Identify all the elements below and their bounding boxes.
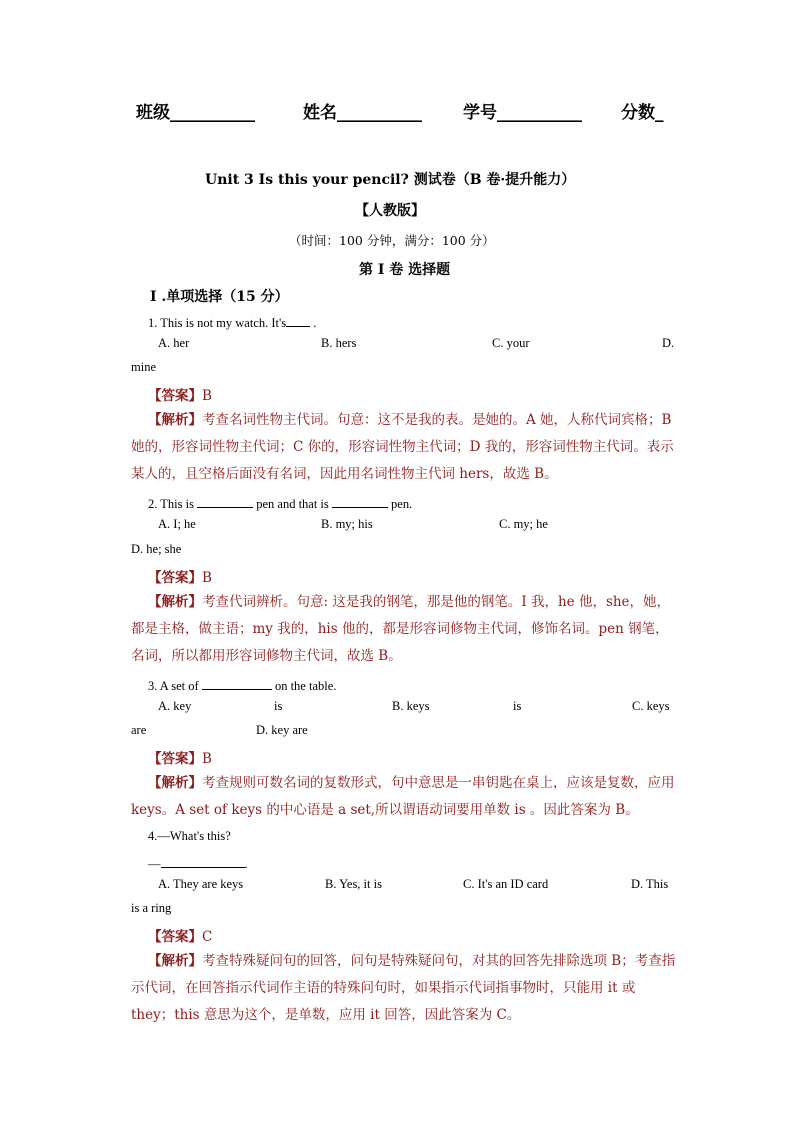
question-2-answer: [148, 566, 212, 586]
question-3-answer: [148, 747, 212, 767]
question-2-option-a: A. I; he: [158, 517, 196, 531]
question-1-blank: [286, 312, 310, 327]
answer-tag: 【答案】: [148, 751, 202, 767]
analysis-tag: 【解析】: [148, 594, 202, 610]
analysis-tag: 【解析】: [148, 412, 202, 428]
answer-value: B: [202, 388, 212, 404]
question-2-stem-text: 2. This is: [148, 497, 194, 511]
question-3-analysis: [131, 770, 677, 824]
question-2-stem-end: pen.: [391, 497, 413, 511]
volume-heading: 第 I 卷 选择题: [359, 262, 451, 278]
question-1-option-d: D.: [662, 336, 675, 350]
answer-value: B: [202, 570, 212, 586]
answer-value: C: [202, 929, 213, 945]
analysis-text: 考查名词性物主代词。句意：这不是我的表。是她的。A 她，人称代词宾格；B 她的，形容词性物主代词；C 你的，形容词性物主代词；D 我的，形容词性物主代词。表示某人的，且空格后面没有名词，因此用名词性物主代词 hers，故选 B。: [131, 412, 674, 482]
question-4-response: [148, 853, 248, 872]
question-4-option-b: B. Yes, it is: [325, 877, 382, 891]
question-3-option-c-wrap: are: [131, 723, 147, 737]
question-3-option-a: A. key: [158, 699, 192, 713]
analysis-tag: 【解析】: [148, 775, 202, 791]
page-title: Unit 3 Is this your pencil? 测试卷（B 卷·提升能力）: [205, 172, 576, 188]
name-field-label: 姓名__________: [303, 103, 422, 123]
question-1-option-c: C. your: [492, 336, 530, 350]
question-4-dash: —: [148, 857, 161, 871]
question-2-stem-mid: pen and that is: [256, 497, 329, 511]
analysis-tag: 【解析】: [148, 953, 202, 969]
question-3-stem: [148, 675, 336, 694]
question-4-option-c: C. It's an ID card: [463, 877, 549, 891]
question-2-blank-1: [197, 493, 253, 508]
question-3-option-b: B. keys: [392, 699, 430, 713]
student-number-field-label: 学号__________: [463, 103, 582, 123]
question-2-option-b: B. my; his: [321, 517, 373, 531]
question-2-analysis: [131, 589, 677, 670]
answer-value: B: [202, 751, 212, 767]
question-1-answer: [148, 384, 212, 404]
score-field-label: 分数_: [621, 103, 664, 123]
question-2-stem: [148, 493, 412, 512]
question-2-option-c: C. my; he: [499, 517, 548, 531]
question-4-answer: [148, 925, 212, 945]
question-4-option-d: D. This: [631, 877, 669, 891]
question-4-option-d-wrap: is a ring: [131, 901, 172, 915]
question-4-blank: [161, 853, 245, 868]
question-3-option-b-verb: is: [513, 699, 522, 713]
question-3-option-a-verb: is: [274, 699, 283, 713]
analysis-text: 考查代词辨析。句意: 这是我的钢笔，那是他的钢笔。I 我，he 他，she，她，都是主格，做主语；my 我的，his 他的，都是形容词修物主代词，修饰名词。pen 钢笔，名词，所以都用形容词修物主代词，故选 B。: [131, 594, 671, 664]
question-1-option-a: A. her: [158, 336, 190, 350]
analysis-text: 考查规则可数名词的复数形式，句中意思是一串钥匙在桌上，应该是复数，应用 keys。A set of keys 的中心语是 a set,所以谓语动词要用单数 is 。因此答案为 B。: [131, 775, 675, 818]
question-1-option-d-wrap: mine: [131, 360, 156, 374]
question-3-blank: [202, 675, 272, 690]
question-2-blank-2: [332, 493, 388, 508]
answer-tag: 【答案】: [148, 570, 202, 586]
edition-label: 【人教版】: [355, 203, 425, 219]
question-3-stem-text: 3. A set of: [148, 679, 199, 693]
time-info: （时间：100 分钟，满分：100 分）: [289, 233, 495, 248]
question-4-stem: 4.—What's this?: [148, 829, 231, 843]
question-1-stem: [148, 312, 316, 331]
question-4-option-a: A. They are keys: [158, 877, 244, 891]
question-1-analysis: [131, 407, 677, 488]
class-field-label: 班级__________: [136, 103, 255, 123]
question-4-analysis: [131, 948, 677, 1029]
answer-tag: 【答案】: [148, 929, 202, 945]
question-2-option-d: D. he; she: [131, 542, 182, 556]
analysis-text: 考查特殊疑问句的回答，问句是特殊疑问句，对其的回答先排除选项 B；考查指示代词，在回答指示代词作主语的特殊问句时，如果指示代词指事物时，只能用 it 或 they；this 意思为这个，是单数，应用 it 回答，因此答案为 C。: [131, 953, 676, 1023]
question-3-option-d: D. key are: [256, 723, 308, 737]
question-1-stem-text: 1. This is not my watch. It's: [148, 316, 287, 330]
question-1-stem-end: .: [313, 316, 317, 330]
question-4-stem-end: .: [244, 857, 248, 871]
question-1-option-b: B. hers: [321, 336, 357, 350]
question-3-stem-end: on the table.: [274, 679, 337, 693]
answer-tag: 【答案】: [148, 388, 202, 404]
question-3-option-c: C. keys: [632, 699, 670, 713]
section-heading: I .单项选择（15 分）: [150, 289, 289, 305]
